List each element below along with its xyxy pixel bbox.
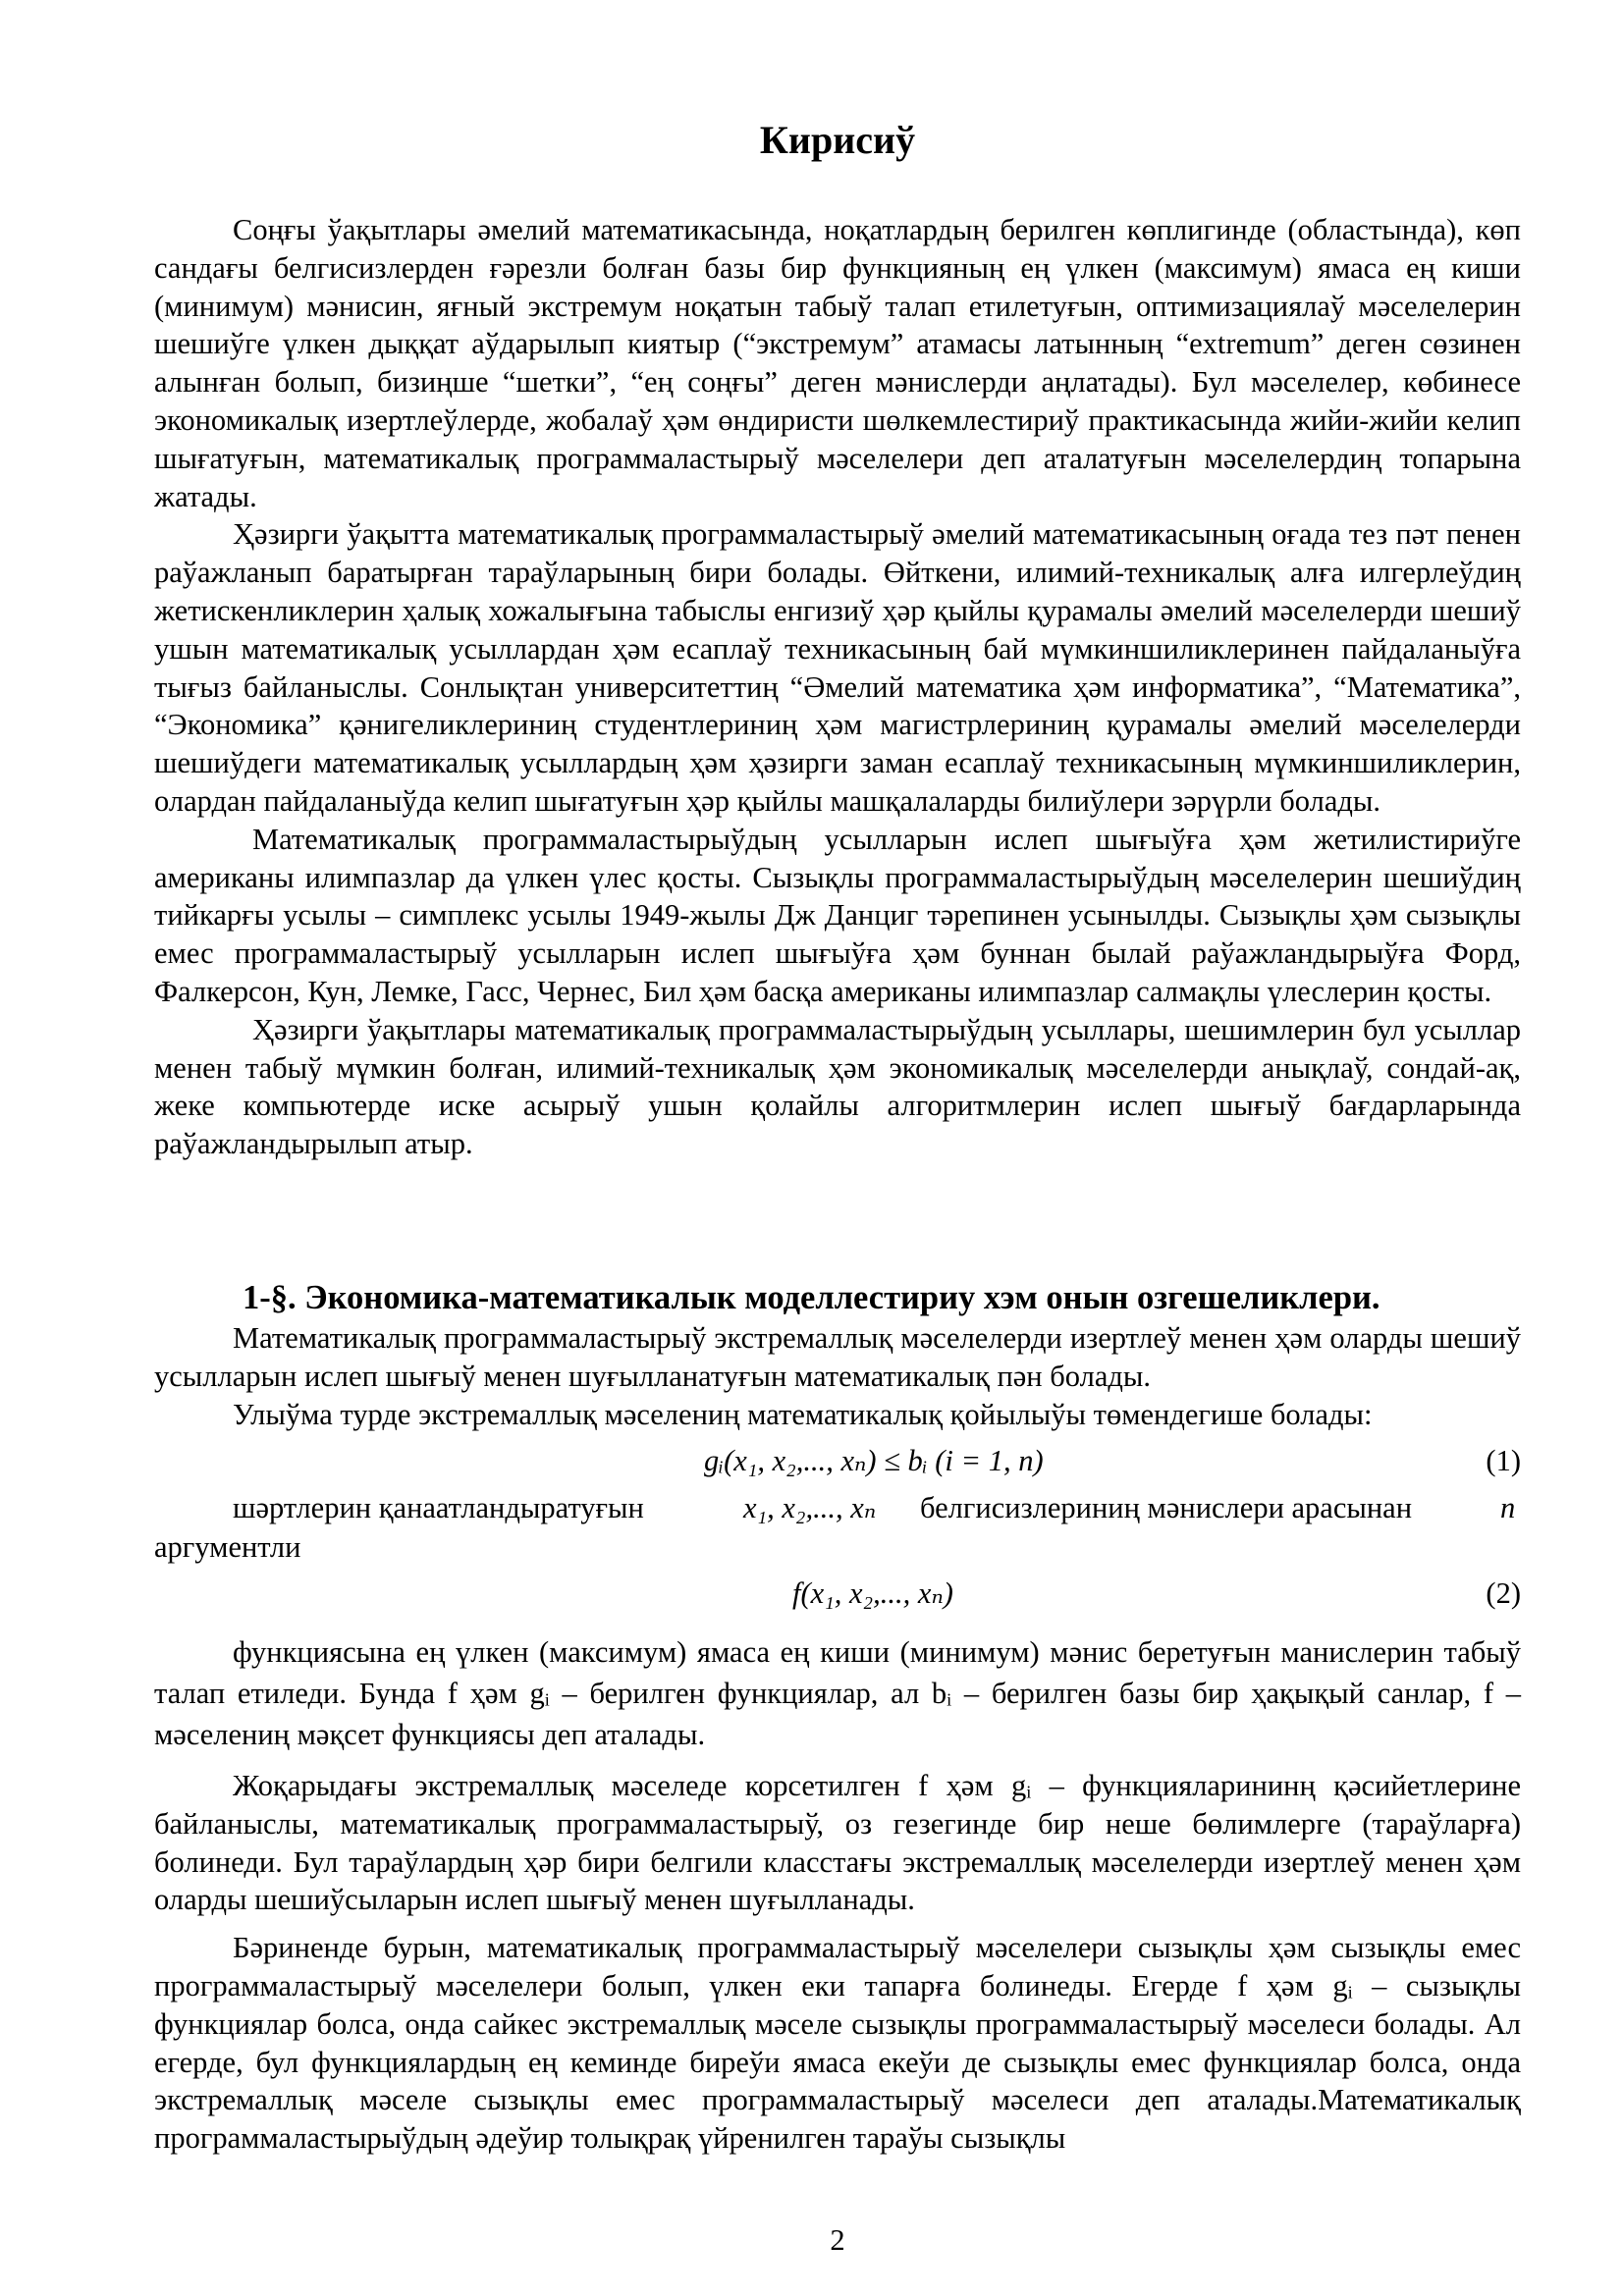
conditions-text: аргументли xyxy=(154,1530,301,1564)
variables-expression: x₁, x₂,..., xₙ xyxy=(743,1491,877,1524)
variable-n: n xyxy=(1500,1491,1516,1524)
section-text-bottom xyxy=(154,1631,1521,2158)
section-paragraph: Улыўма турде экстремаллық мәселениң математикалық қойылыўы төмендегише болады: xyxy=(233,1397,1373,1431)
intro-paragraph: Ҳәзирги ўақытлары математикалық программаластырыўдың усыллары, шешимлерин бул усыллар менен табыў мүмкин болған, илимий-техникалық ҳәм экономикалық мәселелерди анықлаў, сондай-ақ, жеке компьютерде иске асырыў ушын қолайлы алгоритмлерин ислеп шығыў бағдарларында раўажландырылып атыр. xyxy=(154,1012,1521,1161)
section-paragraph: Жоқарыдағы экстремаллық мәселеде корсетилген f ҳәм gᵢ – функцияларининң қәсийетлерине байланыслы, математикалық программаластырыў, оз гезегинде бир неше бөлимлерге (тараўларға) болинеди. Бул тараўлардың ҳәр бири белгили класстағы экстремаллық мәселелерди изертлеў менен ҳәм оларды шешиўсыларын ислеп шығыў менен шуғылланады. xyxy=(154,1769,1521,1917)
document-page xyxy=(154,0,1521,2296)
introduction-text xyxy=(154,211,1521,1163)
intro-paragraph: Соңғы ўақытлары әмелий математикасында, ноқатлардың берилген көплигинде (областында), көп сандағы белгисизлерден ғәрезли болған базы бир функцияның ең үлкен (максимум) ямаса ең киши (минимум) мәнисин, яғный экстремум ноқатын табыў талап етилетуғын, оптимизациялаў мәселелерин шешиўге үлкен дыққат аўдарылып киятыр (“экстремум” атамасы латынның “extremum” деген сөзинен алынған болып, бизиңше “шетки”, “ең соңғы” деген мәнислерди аңлатады). Бул мәселелер, көбинесе экономикалық изертлеўлерде, жобалаў ҳәм өндиристи шөлкемлестириў практикасында жийи-жийи келип шығатуғын, математикалық программаластырыў мәселелери деп аталатуғын мәселелердиң топарына жатады. xyxy=(154,213,1521,513)
formula-2-line xyxy=(154,1571,1521,1616)
section-paragraph: Математикалық программаластырыў экстремаллық мәселелерди изертлеў менен ҳәм оларды шешиў усылларын ислеп шығыў менен шуғылланатуғын математикалық пән болады. xyxy=(154,1321,1521,1393)
section-text-top xyxy=(154,1319,1521,1433)
page-number: 2 xyxy=(830,2223,845,2257)
formula-1: gᵢ(x₁, x₂,..., xₙ) ≤ bᵢ (i = 1, n) xyxy=(704,1444,1044,1477)
section-heading: 1-§. Экономика-математикалык моделлестириу хэм онын озгешеликлери. xyxy=(243,1279,1380,1316)
intro-paragraph: Математикалық программаластырыўдың усылларын ислеп шығыўға ҳәм жетилистириўге американы илимпазлар да үлкен үлес қосты. Сызықлы программаластырыўдың мәселелерин шешиўдиң тийкарғы усылы – симплекс усылы 1949-жылы Дж Данциг тәрепинен усынылды. Сызықлы ҳәм сызықлы емес программаластырыў усылларын ислеп шығыўға ҳәм буннан былай раўажландырыўға Форд, Фалкерсон, Кун, Лемке, Гасс, Чернес, Бил ҳәм басқа американы илимпазлар салмақлы үлеслерин қосты. xyxy=(154,822,1521,1008)
equation-number-1: (1) xyxy=(1486,1444,1521,1477)
conditions-text: белгисизлериниң мәнислери арасынан xyxy=(920,1491,1413,1524)
section-paragraph: Бәриненде бурын, математикалық программаластырыў мәселелери сызықлы ҳәм сызықлы емес программаластырыў мәселелери болып, үлкен еки тапарға болинеды. Егерде f ҳәм gᵢ – сызықлы функциялар болса, онда сайкес экстремаллық мәселе сызықлы программаластырыў мәселеси болады. Ал егерде, бул функциялардың ең кеминде биреўи ямаса екеўи де сызықлы емес функциялар болса, онда экстремаллық мәселе сызықлы емес программаластырыў мәселеси деп аталады.Математикалық программаластырыўдың әдеўир толықрақ үйренилген тараўы сызықлы xyxy=(154,1931,1521,2156)
formula-2: f(x₁, x₂,..., xₙ) xyxy=(792,1576,953,1610)
formula-1-line xyxy=(154,1438,1521,1483)
section-paragraph: функциясына ең үлкен (максимум) ямаса ең киши (минимум) мәнис беретуғын манислерин табыў талап етиледи. Бунда f ҳәм gᵢ – берилген функциялар, ал bᵢ – берилген базы бир ҳақықый санлар, f – мәселениң мәқсет функциясы деп аталады. xyxy=(154,1635,1521,1751)
page-title: Кирисиў xyxy=(759,118,916,162)
equation-number-2: (2) xyxy=(1486,1576,1521,1610)
intro-paragraph: Ҳәзирги ўақытта математикалық программаластырыў әмелий математикасының оғада тез пәт пенен раўажланып баратырған тараўларының бири болады. Өйткени, илимий-техникалық алға илгерлеўдиң жетискенликлерин ҳалық хожалығына табыслы енгизиў ҳәр қыйлы қурамалы әмелий мәселелерди шешиў ушын математикалық усыллардан ҳәм есаплаў техникасының бай мүмкиншиликлеринен пайдаланыўға тығыз байланыслы. Сонлықтан университеттиң “Әмелий математика ҳәм информатика”, “Математика”, “Экономика” қәнигеликлериниң студентлериниң ҳәм магистрлериниң қурамалы әмелий мәселелерди шешиўдеги математикалық усыллардың ҳәм ҳәзирги заман есаплаў техникасының мүмкиншиликлерин, олардан пайдаланыўда келип шығатуғын ҳәр қыйлы машқалаларды билиўлери зәрүрли болады. xyxy=(154,517,1521,818)
conditions-text: шәртлерин қанаатландыратуғын xyxy=(233,1491,644,1524)
